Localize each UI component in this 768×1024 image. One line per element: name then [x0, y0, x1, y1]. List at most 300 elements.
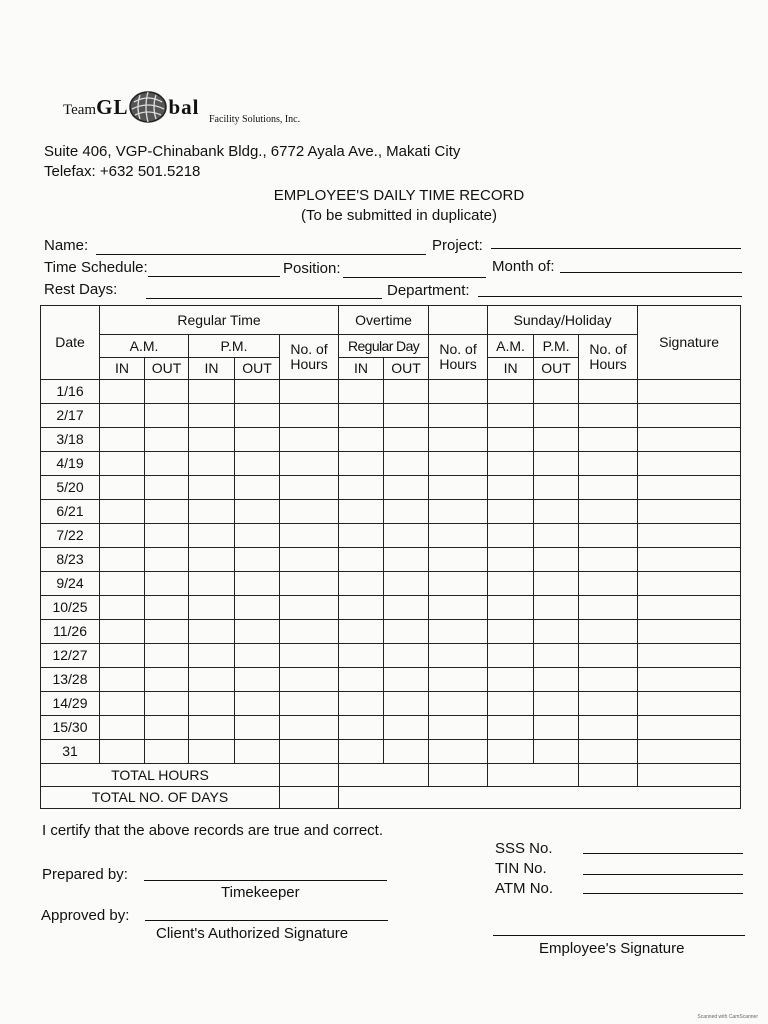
entry-cell[interactable] [638, 644, 741, 668]
entry-cell[interactable] [100, 404, 145, 428]
entry-cell[interactable] [429, 620, 488, 644]
entry-cell[interactable] [429, 524, 488, 548]
entry-cell[interactable] [384, 692, 429, 716]
regular-pm-out-header: OUT [235, 358, 280, 380]
table-row [41, 620, 741, 644]
table-row [41, 692, 741, 716]
entry-cell[interactable] [189, 452, 235, 476]
entry-cell[interactable] [579, 740, 638, 764]
date-cell: 10/25 [41, 596, 100, 620]
entry-cell[interactable] [429, 452, 488, 476]
holiday-in-header: IN [488, 358, 534, 380]
entry-cell[interactable] [189, 620, 235, 644]
entry-cell[interactable] [100, 452, 145, 476]
entry-cell[interactable] [579, 380, 638, 404]
date-cell: 7/22 [41, 524, 100, 548]
table-row [41, 476, 741, 500]
date-header: Date [41, 306, 100, 380]
date-cell: 4/19 [41, 452, 100, 476]
date-cell: 3/18 [41, 428, 100, 452]
entry-cell[interactable] [145, 428, 189, 452]
entry-cell[interactable] [100, 380, 145, 404]
entry-cell[interactable] [429, 644, 488, 668]
client-signature-label: Client's Authorized Signature [156, 925, 349, 942]
entry-cell[interactable] [638, 692, 741, 716]
entry-cell[interactable] [145, 548, 189, 572]
entry-cell[interactable] [638, 716, 741, 740]
date-cell: 15/30 [41, 716, 100, 740]
entry-cell[interactable] [189, 428, 235, 452]
total-days-regular[interactable] [280, 787, 339, 809]
regular-am-header: A.M. [100, 335, 189, 358]
entry-cell[interactable] [235, 500, 280, 524]
entry-cell[interactable] [488, 404, 534, 428]
entry-cell[interactable] [145, 380, 189, 404]
entry-cell[interactable] [488, 692, 534, 716]
entry-cell[interactable] [638, 572, 741, 596]
entry-cell[interactable] [638, 524, 741, 548]
entry-cell[interactable] [534, 620, 579, 644]
form-title-block [0, 186, 768, 226]
table-row [41, 404, 741, 428]
entry-cell[interactable] [339, 692, 384, 716]
entry-cell[interactable] [429, 476, 488, 500]
overtime-header: Overtime [339, 306, 429, 335]
entry-cell[interactable] [579, 524, 638, 548]
entry-cell[interactable] [280, 716, 339, 740]
regular-pm-in-header: IN [189, 358, 235, 380]
form-subtitle: (To be submitted in duplicate) [301, 207, 497, 224]
entry-cell[interactable] [339, 428, 384, 452]
entry-cell[interactable] [339, 380, 384, 404]
entry-cell[interactable] [429, 428, 488, 452]
entry-cell[interactable] [579, 404, 638, 428]
entry-cell[interactable] [534, 524, 579, 548]
entry-cell[interactable] [189, 524, 235, 548]
entry-cell[interactable] [280, 644, 339, 668]
entry-cell[interactable] [429, 716, 488, 740]
date-cell: 2/17 [41, 404, 100, 428]
name-label: Name: [44, 237, 89, 254]
overtime-blank-header [429, 306, 488, 335]
entry-cell[interactable] [384, 404, 429, 428]
entry-cell[interactable] [384, 500, 429, 524]
holiday-am-header: A.M. [488, 335, 534, 358]
total-hours-overtime[interactable] [429, 764, 488, 787]
date-cell: 31 [41, 740, 100, 764]
entry-cell[interactable] [638, 548, 741, 572]
entry-cell[interactable] [488, 716, 534, 740]
tin-label: TIN No. [495, 860, 547, 877]
position-field[interactable] [343, 277, 486, 278]
entry-cell[interactable] [145, 740, 189, 764]
entry-cell[interactable] [280, 428, 339, 452]
entry-cell[interactable] [280, 500, 339, 524]
entry-cell[interactable] [235, 548, 280, 572]
holiday-pm-header: P.M. [534, 335, 579, 358]
overtime-hours-header: No. of Hours [429, 335, 488, 380]
prepared-by-label: Prepared by: [42, 866, 128, 883]
entry-cell[interactable] [235, 404, 280, 428]
entry-cell[interactable] [189, 716, 235, 740]
entry-cell[interactable] [235, 716, 280, 740]
rest-days-field[interactable] [146, 298, 382, 299]
entry-cell[interactable] [579, 572, 638, 596]
entry-cell[interactable] [100, 596, 145, 620]
table-row [41, 668, 741, 692]
table-row [41, 596, 741, 620]
table-row [41, 740, 741, 764]
entry-cell[interactable] [488, 428, 534, 452]
sss-field[interactable] [583, 853, 743, 854]
regular-am-out-header: OUT [145, 358, 189, 380]
entry-cell[interactable] [235, 476, 280, 500]
entry-cell[interactable] [339, 668, 384, 692]
entry-cell[interactable] [339, 500, 384, 524]
total-hours-blank2 [488, 764, 579, 787]
entry-cell[interactable] [488, 668, 534, 692]
entry-cell[interactable] [100, 644, 145, 668]
entry-cell[interactable] [145, 476, 189, 500]
entry-cell[interactable] [638, 380, 741, 404]
entry-cell[interactable] [339, 572, 384, 596]
entry-cell[interactable] [579, 428, 638, 452]
entry-cell[interactable] [280, 572, 339, 596]
holiday-out-header: OUT [534, 358, 579, 380]
entry-cell[interactable] [384, 548, 429, 572]
entry-cell[interactable] [488, 620, 534, 644]
entry-cell[interactable] [488, 524, 534, 548]
total-hours-holiday[interactable] [579, 764, 638, 787]
month-of-label: Month of: [492, 258, 555, 275]
entry-cell[interactable] [100, 524, 145, 548]
entry-cell[interactable] [280, 476, 339, 500]
department-label: Department: [387, 282, 470, 299]
total-days-label: TOTAL NO. OF DAYS [41, 787, 280, 809]
regular-day-header: Regular Day [339, 335, 429, 358]
approved-by-field[interactable] [145, 920, 388, 921]
entry-cell[interactable] [145, 692, 189, 716]
entry-cell[interactable] [488, 572, 534, 596]
entry-cell[interactable] [100, 548, 145, 572]
logo-global-text: GL [96, 95, 129, 119]
entry-cell[interactable] [280, 380, 339, 404]
entry-cell[interactable] [145, 620, 189, 644]
entry-cell[interactable] [534, 716, 579, 740]
entry-cell[interactable] [488, 500, 534, 524]
entry-cell[interactable] [638, 620, 741, 644]
entry-cell[interactable] [638, 452, 741, 476]
project-field[interactable] [491, 248, 741, 249]
table-row [41, 548, 741, 572]
entry-cell[interactable] [488, 740, 534, 764]
entry-cell[interactable] [384, 668, 429, 692]
table-row [41, 500, 741, 524]
entry-cell[interactable] [429, 740, 488, 764]
regular-am-in-header: IN [100, 358, 145, 380]
entry-cell[interactable] [189, 668, 235, 692]
entry-cell[interactable] [638, 404, 741, 428]
entry-cell[interactable] [145, 500, 189, 524]
entry-cell[interactable] [488, 476, 534, 500]
sss-label: SSS No. [495, 840, 553, 857]
entry-cell[interactable] [579, 476, 638, 500]
entry-cell[interactable] [100, 476, 145, 500]
entry-cell[interactable] [235, 572, 280, 596]
entry-cell[interactable] [235, 596, 280, 620]
entry-cell[interactable] [235, 644, 280, 668]
entry-cell[interactable] [100, 428, 145, 452]
entry-cell[interactable] [235, 380, 280, 404]
total-days-blank [339, 787, 741, 809]
table-row [41, 380, 741, 404]
entry-cell[interactable] [339, 548, 384, 572]
company-address: Suite 406, VGP-Chinabank Bldg., 6772 Ayala Ave., Makati City [44, 143, 461, 160]
entry-cell[interactable] [145, 404, 189, 428]
entry-cell[interactable] [638, 500, 741, 524]
entry-cell[interactable] [235, 620, 280, 644]
table-row [41, 572, 741, 596]
logo-wordmark [63, 90, 199, 124]
total-hours-label: TOTAL HOURS [41, 764, 280, 787]
entry-cell[interactable] [339, 596, 384, 620]
prepared-by-field[interactable] [144, 880, 387, 881]
entry-cell[interactable] [145, 716, 189, 740]
entry-cell[interactable] [534, 668, 579, 692]
table-row [41, 452, 741, 476]
entry-cell[interactable] [429, 668, 488, 692]
entry-cell[interactable] [579, 716, 638, 740]
entry-cell[interactable] [235, 668, 280, 692]
date-cell: 6/21 [41, 500, 100, 524]
entry-cell[interactable] [100, 572, 145, 596]
entry-cell[interactable] [280, 620, 339, 644]
entry-cell[interactable] [280, 668, 339, 692]
entry-cell[interactable] [100, 668, 145, 692]
entry-cell[interactable] [100, 692, 145, 716]
entry-cell[interactable] [579, 596, 638, 620]
atm-field[interactable] [583, 893, 743, 894]
employee-signature-label: Employee's Signature [539, 940, 685, 957]
entry-cell[interactable] [100, 716, 145, 740]
entry-cell[interactable] [534, 740, 579, 764]
total-hours-signature[interactable] [638, 764, 741, 787]
entry-cell[interactable] [534, 572, 579, 596]
regular-pm-header: P.M. [189, 335, 280, 358]
entry-cell[interactable] [280, 692, 339, 716]
date-cell: 12/27 [41, 644, 100, 668]
project-label: Project: [432, 237, 483, 254]
entry-cell[interactable] [429, 548, 488, 572]
entry-cell[interactable] [579, 668, 638, 692]
entry-cell[interactable] [235, 428, 280, 452]
entry-cell[interactable] [429, 380, 488, 404]
table-row [41, 524, 741, 548]
entry-cell[interactable] [579, 452, 638, 476]
company-logo [63, 86, 363, 130]
entry-cell[interactable] [100, 500, 145, 524]
entry-cell[interactable] [339, 452, 384, 476]
entry-cell[interactable] [145, 452, 189, 476]
timekeeper-label: Timekeeper [221, 884, 300, 901]
entry-cell[interactable] [579, 644, 638, 668]
entry-cell[interactable] [488, 596, 534, 620]
entry-cell[interactable] [145, 572, 189, 596]
entry-cell[interactable] [638, 476, 741, 500]
atm-label: ATM No. [495, 880, 554, 897]
entry-cell[interactable] [280, 740, 339, 764]
entry-cell[interactable] [429, 572, 488, 596]
entry-cell[interactable] [280, 524, 339, 548]
entry-cell[interactable] [189, 740, 235, 764]
total-hours-blank [339, 764, 429, 787]
entry-cell[interactable] [339, 740, 384, 764]
entry-cell[interactable] [579, 548, 638, 572]
date-cell: 13/28 [41, 668, 100, 692]
entry-cell[interactable] [189, 476, 235, 500]
position-label: Position: [283, 260, 341, 277]
date-cell: 1/16 [41, 380, 100, 404]
date-cell: 8/23 [41, 548, 100, 572]
entry-cell[interactable] [534, 548, 579, 572]
entry-cell[interactable] [339, 716, 384, 740]
entry-cell[interactable] [384, 524, 429, 548]
holiday-hours-header: No. of Hours [579, 335, 638, 380]
entry-cell[interactable] [189, 572, 235, 596]
entry-cell[interactable] [189, 380, 235, 404]
regular-time-header: Regular Time [100, 306, 339, 335]
tin-field[interactable] [583, 874, 743, 875]
entry-cell[interactable] [638, 428, 741, 452]
certify-text: I certify that the above records are true and correct. [42, 822, 384, 839]
entry-cell[interactable] [145, 668, 189, 692]
entry-cell[interactable] [339, 620, 384, 644]
entry-cell[interactable] [384, 740, 429, 764]
entry-cell[interactable] [100, 620, 145, 644]
entry-cell[interactable] [189, 404, 235, 428]
entry-cell[interactable] [488, 644, 534, 668]
entry-cell[interactable] [384, 380, 429, 404]
entry-cell[interactable] [339, 644, 384, 668]
entry-cell[interactable] [534, 476, 579, 500]
entry-cell[interactable] [235, 452, 280, 476]
entry-cell[interactable] [189, 644, 235, 668]
entry-cell[interactable] [534, 644, 579, 668]
entry-cell[interactable] [339, 476, 384, 500]
entry-cell[interactable] [579, 692, 638, 716]
rest-days-label: Rest Days: [44, 281, 118, 298]
entry-cell[interactable] [579, 620, 638, 644]
entry-cell[interactable] [429, 596, 488, 620]
table-row [41, 644, 741, 668]
signature-header: Signature [638, 306, 741, 380]
form-title: EMPLOYEE'S DAILY TIME RECORD [273, 187, 525, 204]
table-row [41, 428, 741, 452]
entry-cell[interactable] [488, 380, 534, 404]
total-hours-regular[interactable] [280, 764, 339, 787]
entry-cell[interactable] [534, 500, 579, 524]
time-schedule-label: Time Schedule: [44, 259, 148, 276]
entry-cell[interactable] [534, 404, 579, 428]
entry-cell[interactable] [384, 428, 429, 452]
entry-cell[interactable] [384, 452, 429, 476]
entry-cell[interactable] [189, 596, 235, 620]
entry-cell[interactable] [235, 740, 280, 764]
logo-bal-text: bal [168, 95, 200, 119]
date-cell: 9/24 [41, 572, 100, 596]
overtime-in-header: IN [339, 358, 384, 380]
scanner-watermark: Scanned with CamScanner [697, 1014, 758, 1020]
entry-cell[interactable] [280, 548, 339, 572]
entry-cell[interactable] [339, 404, 384, 428]
month-of-field[interactable] [560, 272, 742, 273]
entry-cell[interactable] [534, 428, 579, 452]
entry-cell[interactable] [488, 452, 534, 476]
entry-cell[interactable] [280, 596, 339, 620]
sunday-holiday-header: Sunday/Holiday [488, 306, 638, 335]
entry-cell[interactable] [384, 596, 429, 620]
table-row [41, 716, 741, 740]
company-telefax: Telefax: +632 501.5218 [44, 163, 201, 180]
entry-cell[interactable] [638, 668, 741, 692]
entry-cell[interactable] [189, 500, 235, 524]
entry-cell[interactable] [534, 596, 579, 620]
entry-cell[interactable] [280, 452, 339, 476]
date-cell: 5/20 [41, 476, 100, 500]
entry-cell[interactable] [488, 548, 534, 572]
entry-cell[interactable] [145, 524, 189, 548]
employee-signature-field[interactable] [493, 935, 745, 936]
date-cell: 14/29 [41, 692, 100, 716]
entry-cell[interactable] [384, 644, 429, 668]
entry-cell[interactable] [638, 596, 741, 620]
entry-cell[interactable] [235, 692, 280, 716]
entry-cell[interactable] [280, 404, 339, 428]
entry-cell[interactable] [429, 692, 488, 716]
entry-cell[interactable] [429, 500, 488, 524]
logo-team-text: Team [63, 102, 97, 118]
overtime-out-header: OUT [384, 358, 429, 380]
regular-hours-header: No. of Hours [280, 335, 339, 380]
date-rows [41, 380, 741, 764]
entry-cell[interactable] [534, 380, 579, 404]
time-record-table [40, 305, 741, 809]
entry-cell[interactable] [384, 476, 429, 500]
time-schedule-field[interactable] [148, 276, 280, 277]
entry-cell[interactable] [429, 404, 488, 428]
entry-cell[interactable] [145, 644, 189, 668]
entry-cell[interactable] [339, 524, 384, 548]
entry-cell[interactable] [638, 740, 741, 764]
entry-cell[interactable] [384, 572, 429, 596]
globe-icon [128, 90, 168, 124]
department-field[interactable] [478, 296, 742, 297]
name-field[interactable] [96, 254, 426, 255]
entry-cell[interactable] [100, 740, 145, 764]
company-address-block [44, 142, 460, 182]
approved-by-label: Approved by: [41, 907, 130, 924]
entry-cell[interactable] [145, 596, 189, 620]
entry-cell[interactable] [534, 692, 579, 716]
entry-cell[interactable] [189, 548, 235, 572]
entry-cell[interactable] [579, 500, 638, 524]
entry-cell[interactable] [189, 692, 235, 716]
entry-cell[interactable] [384, 716, 429, 740]
entry-cell[interactable] [534, 452, 579, 476]
entry-cell[interactable] [235, 524, 280, 548]
entry-cell[interactable] [384, 620, 429, 644]
date-cell: 11/26 [41, 620, 100, 644]
